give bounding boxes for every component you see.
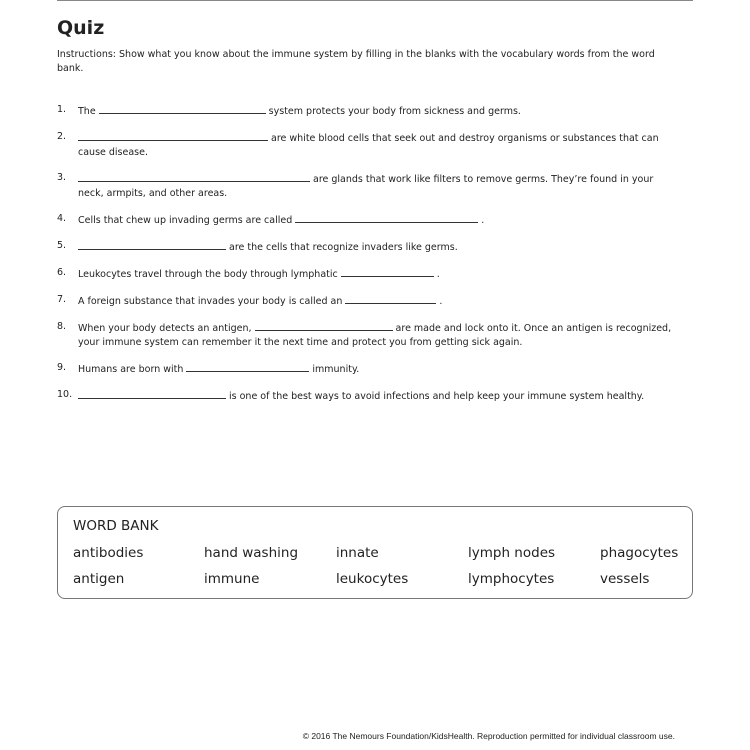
answer-blank[interactable] xyxy=(345,293,436,304)
word-bank-word: vessels xyxy=(600,571,650,587)
question-text-continued: cause disease. xyxy=(78,147,148,158)
word-bank-word: hand washing xyxy=(204,545,299,561)
question-text-after: immunity. xyxy=(312,364,360,375)
question-number: 7. xyxy=(57,294,67,305)
question-text xyxy=(78,388,644,404)
word-bank-word: antigen xyxy=(73,571,125,587)
question-number: 3. xyxy=(57,172,67,183)
instructions: Instructions: Show what you know about the immune system by filling in the blanks with the vocabulary words from the word bank. xyxy=(57,49,655,74)
word-bank-word: phagocytes xyxy=(600,545,679,561)
question-number: 8. xyxy=(57,321,67,332)
question-text-continued: neck, armpits, and other areas. xyxy=(78,188,228,199)
question-number: 9. xyxy=(57,362,67,373)
answer-blank[interactable] xyxy=(255,320,393,331)
word-bank-word: antibodies xyxy=(73,545,144,561)
question-text xyxy=(78,239,458,255)
question-text-after: system protects your body from sickness and germs. xyxy=(268,106,521,117)
question-number: 5. xyxy=(57,240,67,251)
answer-blank[interactable] xyxy=(78,388,226,399)
answer-blank[interactable] xyxy=(78,171,310,182)
question-text-after: . xyxy=(481,215,485,226)
question-text xyxy=(78,212,484,228)
question-text-after: . xyxy=(436,269,440,280)
question-text xyxy=(78,293,442,309)
question-text-before: A foreign substance that invades your body is called an xyxy=(78,296,343,307)
question-number: 1. xyxy=(57,104,67,115)
page-title: Quiz xyxy=(57,17,105,39)
question-text-after: is one of the best ways to avoid infections and help keep your immune system healthy. xyxy=(229,391,645,402)
word-bank-word: immune xyxy=(204,571,260,587)
question-text xyxy=(78,130,659,160)
word-bank-word: innate xyxy=(336,545,379,561)
word-bank-title: WORD BANK xyxy=(73,518,159,534)
top-rule xyxy=(57,0,693,1)
question-text xyxy=(78,266,440,282)
question-text-after: are the cells that recognize invaders like germs. xyxy=(229,242,458,253)
question-text-before: When your body detects an antigen, xyxy=(78,323,252,334)
word-bank-word: leukocytes xyxy=(336,571,409,587)
question-text-after: are made and lock onto it. Once an antigen is recognized, xyxy=(395,323,672,334)
question-text-after: . xyxy=(439,296,443,307)
question-text-before: The xyxy=(78,106,96,117)
question-text xyxy=(78,171,653,201)
copyright-footer: © 2016 The Nemours Foundation/KidsHealth. Reproduction permitted for individual classroom use. xyxy=(302,731,675,741)
question-text xyxy=(78,320,671,350)
question-number: 10. xyxy=(57,389,73,400)
word-bank xyxy=(57,506,693,599)
answer-blank[interactable] xyxy=(295,212,478,223)
answer-blank[interactable] xyxy=(78,239,226,250)
answer-blank[interactable] xyxy=(341,266,434,277)
answer-blank[interactable] xyxy=(186,361,309,372)
question-number: 6. xyxy=(57,267,67,278)
question-text-before: Leukocytes travel through the body through lymphatic xyxy=(78,269,338,280)
question-number: 2. xyxy=(57,131,67,142)
question-text xyxy=(78,103,521,119)
answer-blank[interactable] xyxy=(78,130,268,141)
question-text-after: are white blood cells that seek out and destroy organisms or substances that can xyxy=(271,133,659,144)
word-bank-word: lymphocytes xyxy=(468,571,555,587)
word-bank-word: lymph nodes xyxy=(468,545,556,561)
question-number: 4. xyxy=(57,213,67,224)
question-text xyxy=(78,361,359,377)
answer-blank[interactable] xyxy=(99,103,266,114)
question-text-before: Humans are born with xyxy=(78,364,184,375)
question-text-after: are glands that work like filters to remove germs. They’re found in your xyxy=(313,174,654,185)
question-text-before: Cells that chew up invading germs are called xyxy=(78,215,293,226)
question-text-continued: your immune system can remember it the next time and protect you from getting sick again. xyxy=(78,337,523,348)
